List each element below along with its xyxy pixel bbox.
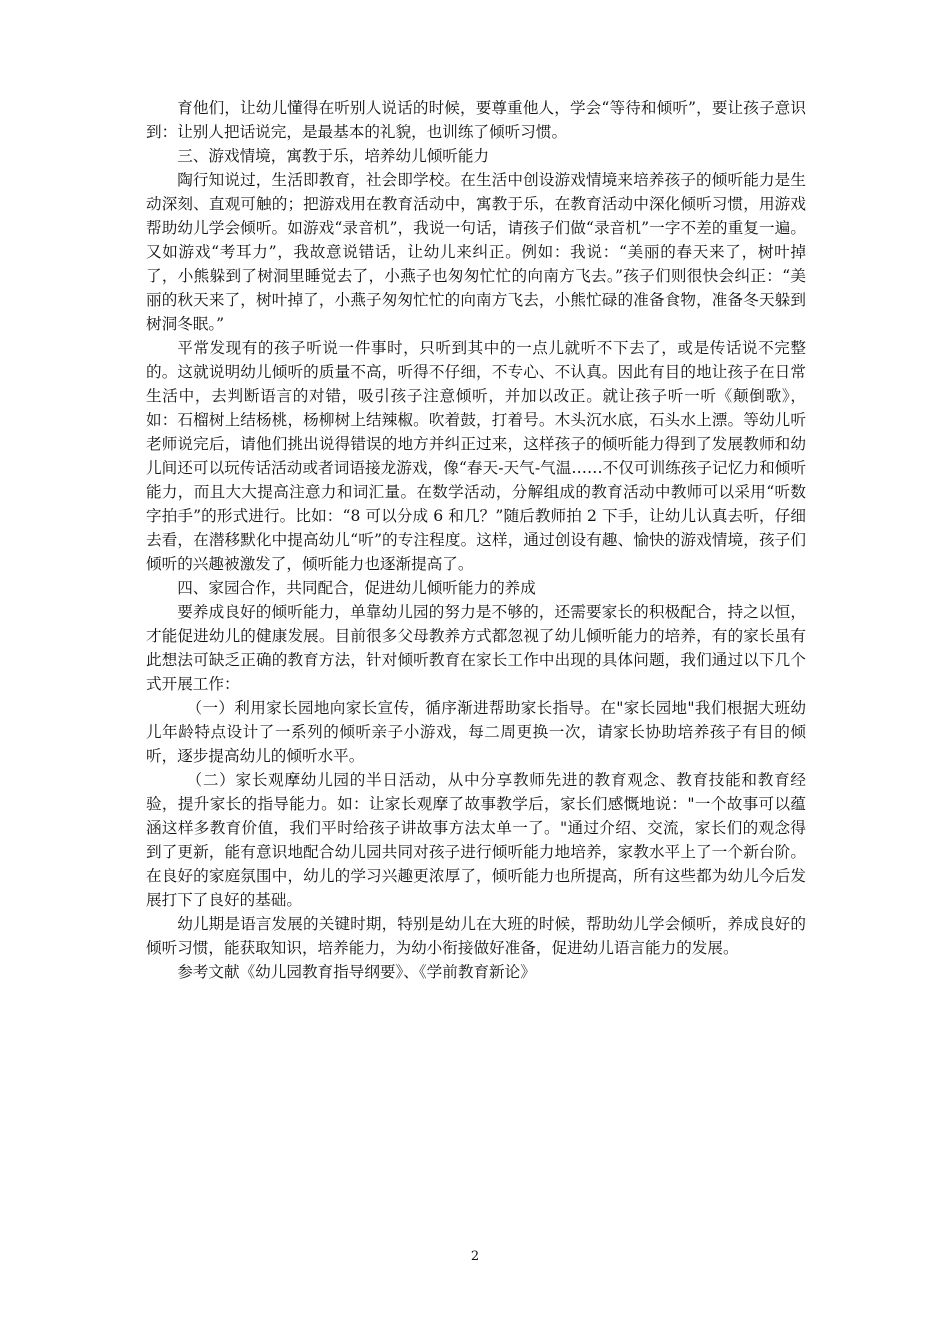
page-number: 2 [470,1249,480,1264]
references: 参考文献《幼儿园教育指导纲要》、《学前教育新论》 [177,963,536,981]
section-heading-3: 三、游戏情境，寓教于乐，培养幼儿倾听能力 [177,147,490,165]
paragraph-continued: 育他们，让幼儿懂得在听别人说话的时候，要尊重他人，学会“等待和倾听”，要让孩子意识到：让别人把话说完，是最基本的礼貌，也训练了倾听习惯。 [146,99,806,141]
subsection-paragraph-2: （二）家长观摩幼儿园的半日活动，从中分享教师先进的教育观念、教育技能和教育经验，提升家长的指导能力。如：让家长观摩了故事教学后，家长们感慨地说："一个故事可以蕴涵这样多教育价值，我们平时给孩子讲故事方法太单一了。"通过介绍、交流，家长们的观念得到了更新，能有意识地配合幼儿园共同对孩子进行倾听能力地培养，家教水平上了一个新台阶。在良好的家庭氛围中，幼儿的学习兴趣更浓厚了，倾听能力也所提高，所有这些都为幼儿今后发展打下了良好的基础。 [146,771,806,909]
paragraph: 要养成良好的倾听能力，单靠幼儿园的努力是不够的，还需要家长的积极配合，持之以恒，才能促进幼儿的健康发展。目前很多父母教养方式都忽视了幼儿倾听能力的培养，有的家长虽有此想法可缺乏正确的教育方法，针对倾听教育在家长工作中出现的具体问题，我们通过以下几个式开展工作： [146,603,806,693]
conclusion-paragraph: 幼儿期是语言发展的关键时期，特别是幼儿在大班的时候，帮助幼儿学会倾听，养成良好的倾听习惯，能获取知识，培养能力，为幼小衔接做好准备，促进幼儿语言能力的发展。 [146,915,806,957]
section-heading-4: 四、家园合作，共同配合，促进幼儿倾听能力的养成 [177,579,536,597]
paragraph: 平常发现有的孩子听说一件事时，只听到其中的一点儿就听不下去了，或是传话说不完整的。这就说明幼儿倾听的质量不高，听得不仔细，不专心、不认真。因此有目的地让孩子在日常生活中，去判断语言的对错，吸引孩子注意倾听，并加以改正。就让孩子听一听《颠倒歌》，如：石榴树上结杨桃，杨柳树上结辣椒。吹着鼓，打着号。木头沉水底，石头水上漂。等幼儿听老师说完后，请他们挑出说得错误的地方并纠正过来，这样孩子的倾听能力得到了发展教师和幼儿间还可以玩传话活动或者词语接龙游戏，像“春天-天气-气温……不仅可训练孩子记忆力和倾听能力，而且大大提高注意力和词汇量。在数学活动，分解组成的教育活动中教师可以采用“听数字拍手”的形式进行。比如：“8 可以分成 6 和几？”随后教师拍 2 下手，让幼儿认真去听，仔细去看，在潜移默化中提高幼儿“听”的专注程度。这样，通过创设有趣、愉快的游戏情境，孩子们倾听的兴趣被激发了，倾听能力也逐渐提高了。 [146,339,806,573]
body-text [146,96,806,984]
subsection-paragraph-1: （一）利用家长园地向家长宣传，循序渐进帮助家长指导。在"家长园地"我们根据大班幼儿年龄特点设计了一系列的倾听亲子小游戏，每二周更换一次，请家长协助培养孩子有目的倾听，逐步提高幼儿的倾听水平。 [146,699,806,765]
paragraph: 陶行知说过，生活即教育，社会即学校。在生活中创设游戏情境来培养孩子的倾听能力是生动深刻、直观可触的；把游戏用在教育活动中，寓教于乐，在教育活动中深化倾听习惯，用游戏帮助幼儿学会倾听。如游戏“录音机”，我说一句话，请孩子们做“录音机”一字不差的重复一遍。又如游戏“考耳力”，我故意说错话，让幼儿来纠正。例如：我说：“美丽的春天来了，树叶掉了，小熊躲到了树洞里睡觉去了，小燕子也匆匆忙忙的向南方飞去。”孩子们则很快会纠正：“美丽的秋天来了，树叶掉了，小燕子匆匆忙忙的向南方飞去，小熊忙碌的准备食物，准备冬天躲到树洞冬眠。” [146,171,806,333]
